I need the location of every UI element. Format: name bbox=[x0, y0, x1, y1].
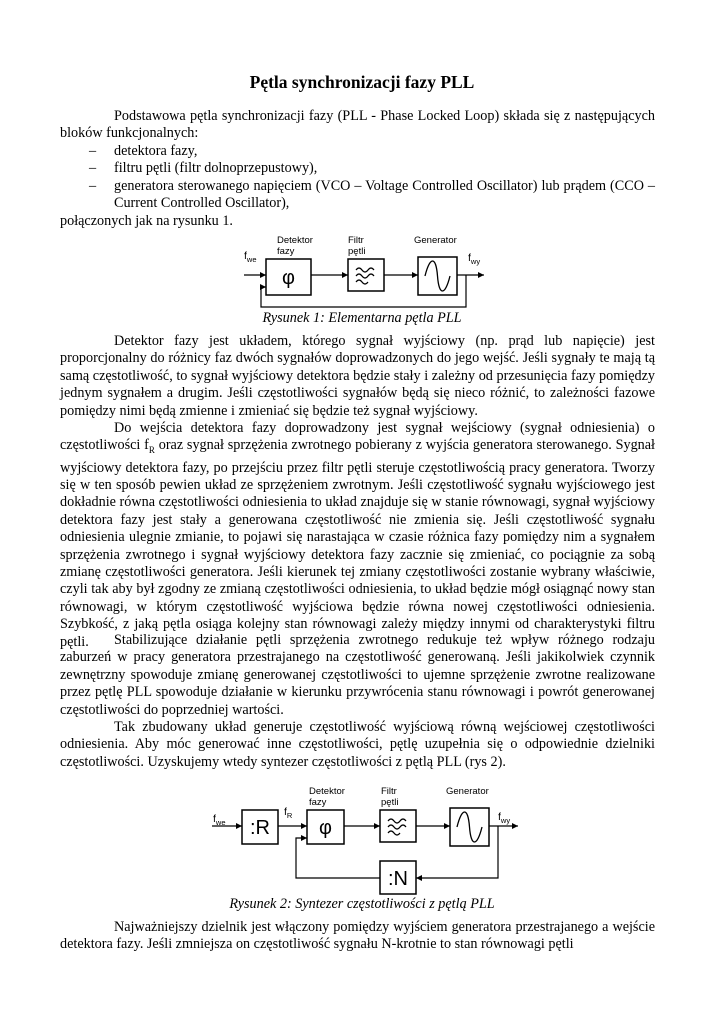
list-dash: – bbox=[89, 177, 97, 194]
paragraph-divider: Najważniejszy dzielnik jest włączony pomiędzy wyjściem generatora przestrajanego a wejście detektora fazy. Jeśli zmniejsza on częstotliwość sygnału N-krotnie to stan równowagi pętli bbox=[60, 919, 655, 953]
paragraph-loop-operation: Do wejścia detektora fazy doprowadzony jest sygnał wejściowy (sygnał odniesienia) o częstotliwości $f_R$ oraz sygnał sprzężenia zwrotnego pobierany z wyjścia generatora sterowanego. Sygnał wyjściowy detektora fazy, po przejściu przez filtr pętli steruje częstotliwością pracy generatora. Tworzy się w ten sposób pewien układ ze sprzężeniem zwrotnym. Jeśli częstotliwość sygnału wyjściowego jest dokładnie równa częstotliwości odniesienia to układ znajduje się w stanie równowagi, sygnał wyjściowy detektora fazy jest stały a generowana częstotliwość nie zmienia się. Jeśli częstotliwość sygnału odniesienia ulegnie zmianie, to pojawi się narastająca w czasie różnica fazy pomiędzy nim a sygnałem sprzężenia zwrotnego i sygnał wyjściowy detektora fazy zacznie się zmieniać, co pociągnie za sobą zmianę częstotliwości generatora. Jeśli kierunek tej zmiany częstotliwości zostanie wybrany właściwie, czyli tak aby był zgodny ze zmianą częstotliwości odniesienia, to układ będzie mógł osiągnąć nowy stan równowagi, w którym częstotliwość wyjściowa będzie równa nowej częstotliwości odniesienia. Szybkość, z jaką pętla osiąga kolejny stan równowagi zależy między innymi od charakterystyki filtru pętli. bbox=[60, 420, 655, 650]
figure-2-caption: Rysunek 2: Syntezer częstotliwości z pętlą PLL bbox=[229, 896, 495, 912]
phi-symbol: φ bbox=[319, 817, 332, 839]
label-generator: Generator bbox=[414, 235, 457, 246]
paragraph-phase-detector: Detektor fazy jest układem, którego sygnał wyjściowy (np. prąd lub napięcie) jest proporcjonalny do różnicy faz dwóch sygnałów doprowadzonych do jego wejść. Jeśli sygnały te mają tą samą częstotliwość, to sygnał wyjściowy detektora będzie stały i zależny od przesunięcia fazy pomiędzy jednym sygnałem a drugim. Jeśli częstotliwości sygnałów będą się nieco różnić, to zależności fazowe pomiędzy nimi będą zmienne i zmieniać się będzie też sygnał wyjściowy. bbox=[60, 333, 655, 419]
paragraph-synthesizer: Tak zbudowany układ generuje częstotliwość wyjściową równą wejściowej częstotliwości odniesienia. Aby móc generować inne częstotliwości, pętlę uzupełnia się o odpowiednie dzielniki częstotliwości. Uzyskujemy wtedy syntezer częstotliwości z pętlą PLL (rys 2). bbox=[60, 719, 655, 770]
divider-n-label: :N bbox=[388, 868, 408, 890]
intro-paragraph bbox=[60, 108, 655, 143]
pll-block-diagram bbox=[236, 232, 496, 312]
figure-2-diagram bbox=[200, 782, 530, 897]
divider-r-label: :R bbox=[250, 817, 270, 839]
input-signal-label: $f_{we}$ bbox=[244, 250, 257, 264]
label-detector: Detektor bbox=[277, 235, 313, 246]
label-filter-2: pętli bbox=[348, 246, 366, 257]
paragraph-stabilization: Stabilizujące działanie pętli sprzężenia zwrotnego redukuje też wpływ różnego rodzaju zaburzeń w pracy generatora przestrajanego na częstotliwość generowaną. Jeśli jakikolwiek czynnik zewnętrzny spowoduje zmianę generowanej częstotliwości to ujemne sprzężenie zwrotne realizowane przez pętlę PLL spowoduje działanie w kierunku przywrócenia stanu równowagi i powrót generowanej częstotliwości do poprzedniej wartości. bbox=[60, 632, 655, 718]
loop-filter-block bbox=[348, 259, 384, 291]
intro-closing: połączonych jak na rysunku 1. bbox=[60, 213, 233, 229]
label-filter: Filtr bbox=[348, 235, 364, 246]
input-signal-label: $f_{we}$ bbox=[213, 813, 226, 827]
label-filter-2: pętli bbox=[381, 797, 399, 808]
phi-symbol: φ bbox=[282, 267, 295, 289]
label-detector-2: fazy bbox=[277, 246, 295, 257]
page-title: Pętla synchronizacji fazy PLL bbox=[249, 72, 475, 92]
output-signal-label: $f_{wy}$ bbox=[468, 252, 481, 266]
figure-1-caption: Rysunek 1: Elementarna pętla PLL bbox=[262, 310, 462, 326]
list-item: – generatora sterowanego napięciem (VCO – Voltage Controlled Oscillator) lub prądem (CCO – Current Controlled Oscillator), bbox=[89, 177, 655, 212]
intro-text: Podstawowa pętla synchronizacji fazy (PLL - Phase Locked Loop) składa się z następujących bloków funkcjonalnych: bbox=[60, 108, 655, 142]
figure-1-diagram bbox=[236, 232, 496, 312]
list-dash: – bbox=[89, 160, 97, 177]
label-detector-2: fazy bbox=[309, 797, 327, 808]
list-dash: – bbox=[89, 143, 97, 159]
list-item: – detektora fazy, bbox=[89, 143, 198, 159]
output-signal-label: $f_{wy}$ bbox=[498, 811, 511, 825]
label-filter: Filtr bbox=[381, 786, 397, 797]
label-generator: Generator bbox=[446, 786, 489, 797]
list-item: – filtru pętli (filtr dolnoprzepustowy), bbox=[89, 160, 318, 177]
loop-filter-block bbox=[380, 810, 416, 842]
label-detector: Detektor bbox=[309, 786, 345, 797]
synthesizer-block-diagram bbox=[200, 782, 530, 897]
reference-signal-label: $f_R$ bbox=[284, 806, 293, 820]
functional-blocks-list bbox=[60, 143, 655, 213]
